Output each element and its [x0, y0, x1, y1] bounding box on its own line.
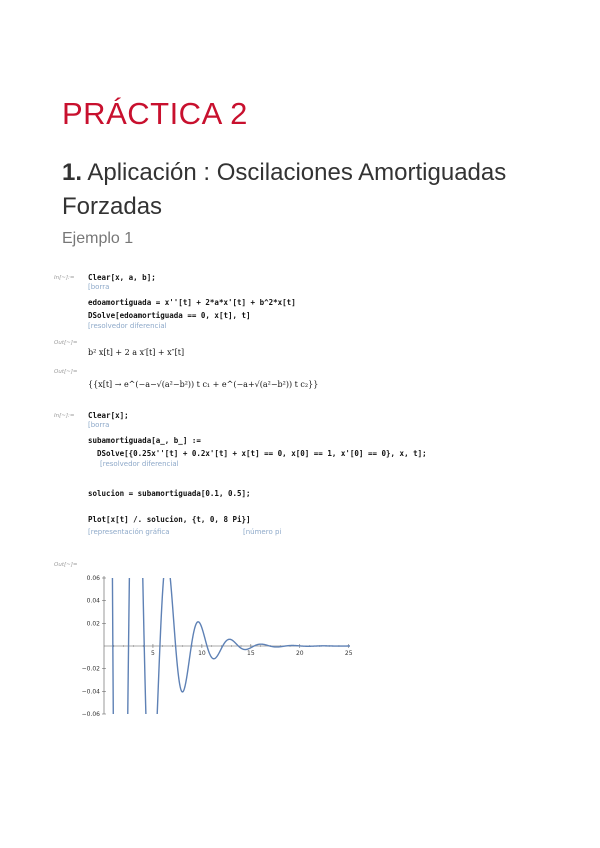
output-label: Out[~]= [54, 562, 78, 568]
input-label: In[~]:= [54, 413, 75, 419]
function-hint: [borra [88, 421, 110, 429]
y-tick-label: 0.02 [86, 620, 100, 628]
output-label: Out[~]= [54, 369, 78, 375]
y-tick-label: −0.04 [81, 688, 100, 696]
x-tick-label: 5 [151, 650, 155, 657]
x-tick-label: 25 [344, 650, 353, 657]
series-line [104, 568, 350, 718]
damped-oscillation-plot [80, 568, 360, 718]
code-line[interactable]: subamortiguada[a_, b_] := [88, 436, 201, 445]
code-line[interactable]: DSolve[edoamortiguada == 0, x[t], t] [88, 311, 251, 320]
section-heading [62, 156, 542, 224]
input-label: In[~]:= [54, 275, 75, 281]
code-line[interactable]: Clear[x]; [88, 411, 129, 420]
y-tick-label: −0.02 [81, 665, 100, 673]
function-hint: [resolvedor diferencial [88, 322, 167, 330]
output-solution: {{x[t] → e^(−a−√(a²−b²)) t c₁ + e^(−a+√(a²−b²)) t c₂}} [88, 380, 319, 389]
subsection-heading: Ejemplo 1 [62, 230, 134, 247]
function-hint: [representación gráfica [88, 528, 170, 536]
x-tick-label: 15 [247, 650, 255, 657]
function-hint: [número pi [243, 528, 282, 536]
output-expression: b² x[t] + 2 a x′[t] + x″[t] [88, 348, 185, 357]
code-line[interactable]: solucion = subamortiguada[0.1, 0.5]; [88, 489, 251, 498]
y-tick-label: 0.06 [86, 575, 100, 582]
function-hint: [resolvedor diferencial [100, 460, 179, 468]
section-title: Aplicación : Oscilaciones Amortiguadas Forzadas [62, 159, 507, 220]
y-tick-label: 0.04 [86, 597, 100, 605]
output-label: Out[~]= [54, 340, 78, 346]
code-line[interactable]: Clear[x, a, b]; [88, 273, 156, 282]
y-tick-label: −0.06 [81, 711, 100, 718]
code-line[interactable]: edoamortiguada = x''[t] + 2*a*x'[t] + b^2*x[t] [88, 298, 296, 307]
section-number: 1. [62, 159, 83, 186]
x-tick-label: 20 [295, 650, 304, 657]
document-title: PRÁCTICA 2 [62, 96, 248, 131]
code-line[interactable]: Plot[x[t] /. solucion, {t, 0, 8 Pi}] [88, 515, 251, 524]
code-line[interactable]: DSolve[{0.25x''[t] + 0.2x'[t] + x[t] == 0, x[0] == 1, x'[0] == 0}, x, t]; [88, 449, 427, 458]
x-tick-label: 10 [198, 650, 206, 657]
function-hint: [borra [88, 283, 110, 291]
